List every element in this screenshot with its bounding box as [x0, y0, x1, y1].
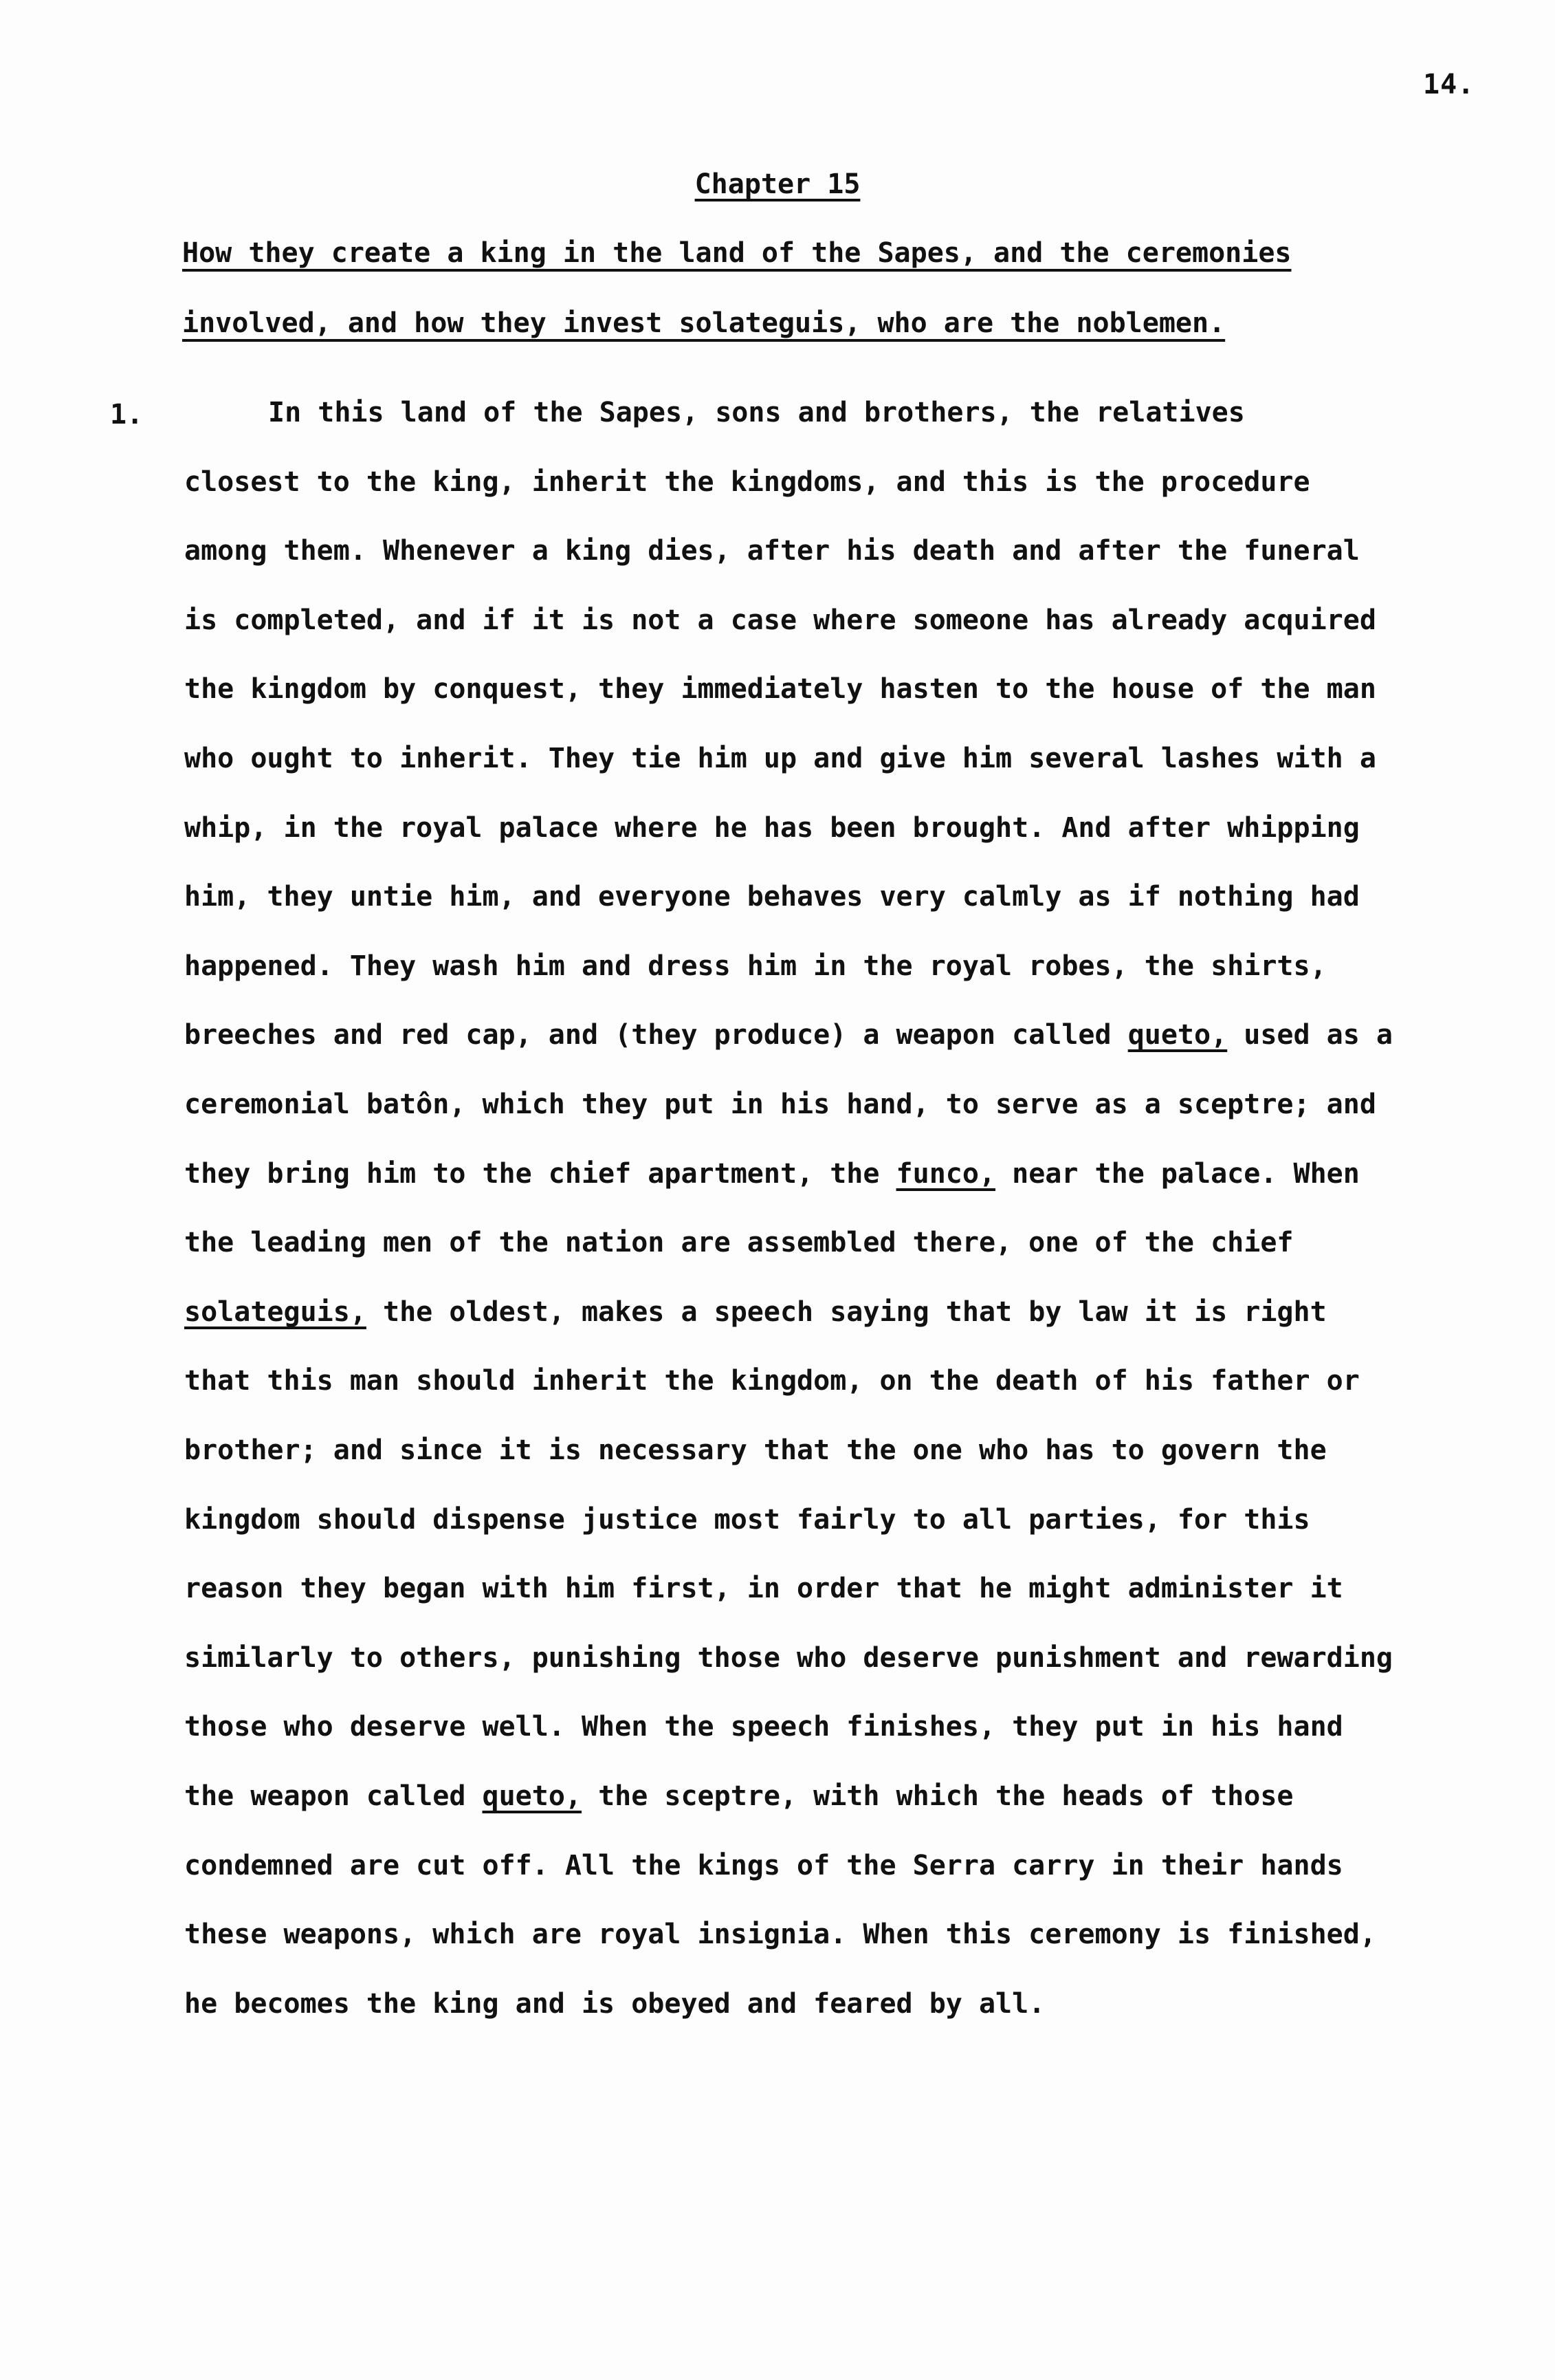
text-line: [184, 468, 1310, 496]
text-segment: that this man should inherit the kingdom, on the death of his father or: [184, 1365, 1360, 1397]
text-segment: him, they untie him, and everyone behaves very calmly as if nothing had: [184, 881, 1360, 913]
text-line: [184, 1091, 1376, 1118]
text-segment: used as a: [1227, 1019, 1393, 1051]
underlined-term: solateguis,: [184, 1296, 366, 1328]
text-line: [184, 1921, 1376, 1948]
text-line: [184, 1990, 1045, 2018]
text-segment: who ought to inherit. They tie him up and give him several lashes with a: [184, 743, 1376, 774]
text-line: [184, 1229, 1294, 1256]
page-number: 14.: [1423, 69, 1475, 100]
text-line: [184, 1504, 1310, 1536]
text-line: [184, 1852, 1343, 1879]
text-segment: condemned are cut off. All the kings of the Serra carry in their hands: [184, 1850, 1343, 1881]
text-segment: reason they began with him first, in order that he might administer it: [184, 1573, 1343, 1604]
text-line: [184, 1644, 1393, 1672]
text-segment: closest to the king, inherit the kingdoms, and this is the procedure: [184, 466, 1310, 498]
chapter-subtitle-line-2: involved, and how they invest solateguis, who are the noblemen.: [182, 307, 1226, 339]
text-line: [184, 1575, 1343, 1602]
text-segment: whip, in the royal palace where he has been brought. And after whipping: [184, 812, 1360, 844]
text-segment: they bring him to the chief apartment, the: [184, 1158, 896, 1190]
text-line: [184, 745, 1376, 772]
text-segment: happened. They wash him and dress him in the royal robes, the shirts,: [184, 950, 1327, 982]
text-line: [184, 1434, 1327, 1466]
text-segment: breeches and red cap, and (they produce) a weapon called: [184, 1019, 1128, 1051]
text-segment: those who deserve well. When the speech finishes, they put in his hand: [184, 1711, 1343, 1743]
text-line: [184, 1298, 1327, 1326]
text-segment: brother; and since it is necessary that the one who has to govern the: [184, 1434, 1327, 1466]
text-segment: among them. Whenever a king dies, after his death and after the funeral: [184, 535, 1360, 567]
text-line: [184, 814, 1360, 842]
text-line: [184, 1711, 1343, 1743]
text-segment: ceremonial batôn, which they put in his hand, to serve as a sceptre; and: [184, 1089, 1376, 1120]
text-segment: the oldest, makes a speech saying that by law it is right: [366, 1296, 1327, 1328]
text-line: [184, 604, 1376, 636]
text-segment: In this land of the Sapes, sons and brothers, the relatives: [268, 397, 1245, 428]
text-line: [268, 399, 1245, 426]
text-line: [184, 1160, 1360, 1188]
text-line: [184, 881, 1360, 913]
text-line: [184, 1021, 1393, 1049]
text-segment: the kingdom by conquest, they immediately hasten to the house of the man: [184, 673, 1376, 705]
underlined-term: queto,: [482, 1780, 582, 1812]
text-segment: near the palace. When: [995, 1158, 1360, 1190]
underlined-term: queto,: [1127, 1019, 1228, 1051]
text-segment: the leading men of the nation are assembled there, one of the chief: [184, 1227, 1294, 1258]
chapter-subtitle-line-1: How they create a king in the land of the Sapes, and the ceremonies: [182, 237, 1292, 269]
text-segment: the weapon called: [184, 1780, 483, 1812]
text-line: [184, 952, 1327, 980]
text-segment: the sceptre, with which the heads of those: [581, 1780, 1294, 1812]
text-line: [184, 1367, 1360, 1395]
paragraph-number: 1.: [110, 399, 144, 430]
text-line: [184, 675, 1376, 703]
text-line: [184, 537, 1360, 565]
underlined-term: funco,: [896, 1158, 996, 1190]
chapter-title: Chapter 15: [694, 168, 861, 200]
text-segment: these weapons, which are royal insignia. When this ceremony is finished,: [184, 1919, 1376, 1950]
text-segment: is completed, and if it is not a case where someone has already acquired: [184, 604, 1376, 636]
text-segment: kingdom should dispense justice most fairly to all parties, for this: [184, 1504, 1310, 1536]
text-line: [184, 1782, 1294, 1810]
text-segment: he becomes the king and is obeyed and feared by all.: [184, 1988, 1046, 2020]
text-segment: similarly to others, punishing those who deserve punishment and rewarding: [184, 1642, 1393, 1674]
